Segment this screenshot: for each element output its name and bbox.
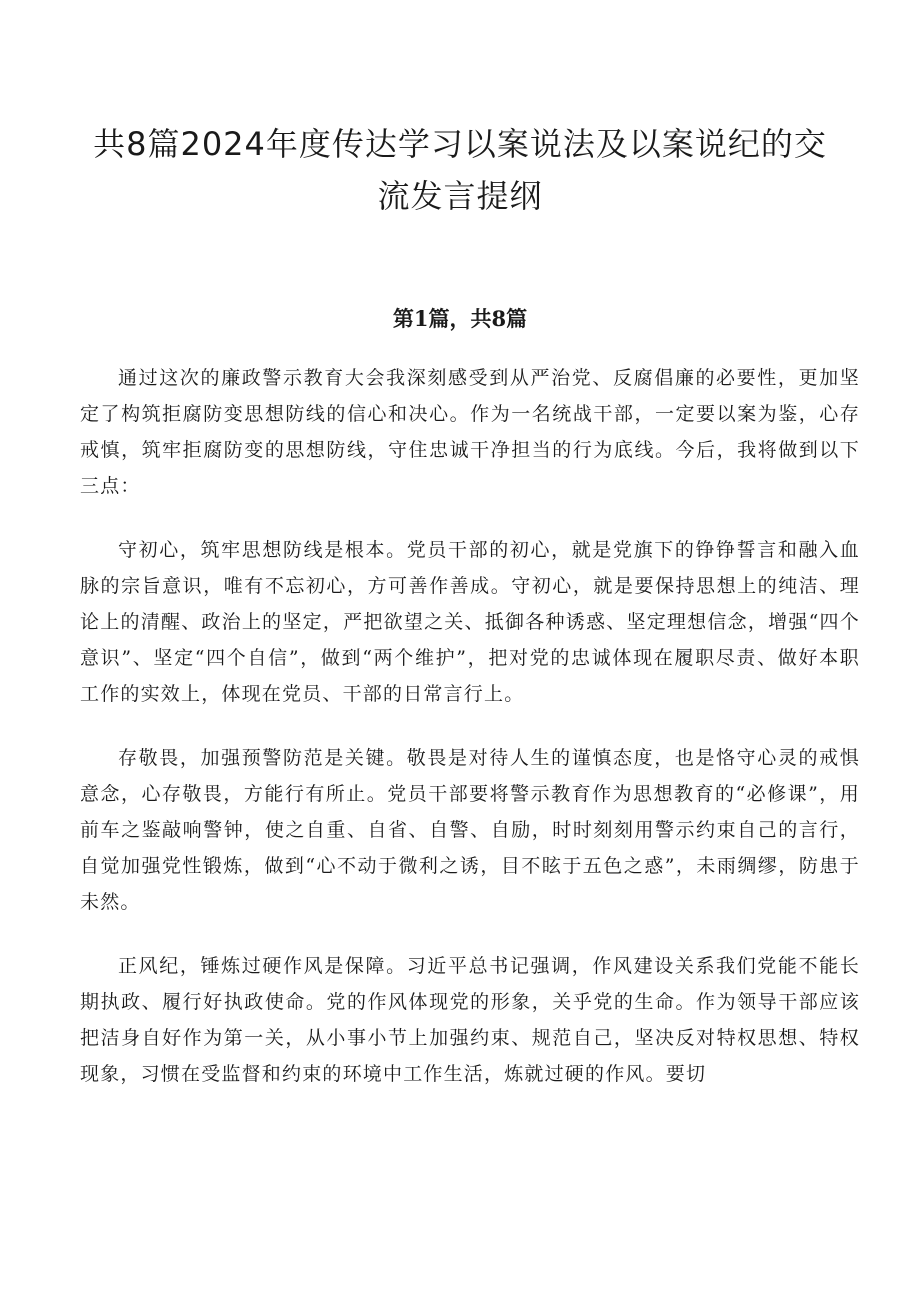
part-label: 第1篇，共8篇 xyxy=(392,306,528,331)
document-title: 共8篇2024年度传达学习以案说法及以案说纪的交流发言提纲 xyxy=(93,125,827,215)
paragraph-point-2: 存敬畏，加强预警防范是关键。敬畏是对待人生的谨慎态度，也是恪守心灵的戒惧意念，心存敬畏，方能行有所止。党员干部要将警示教育作为思想教育的“必修课”，用前车之鉴敲响警钟，使之自重、自省、自警、自励，时时刻刻用警示约束自己的言行，自觉加强党性锻炼，做到“心不动于微利之诱，目不眩于五色之惑”，未雨绸缪，防患于未然。 xyxy=(80,747,860,913)
paragraph-point-3: 正风纪，锤炼过硬作风是保障。习近平总书记强调，作风建设关系我们党能不能长期执政、履行好执政使命。党的作风体现党的形象，关乎党的生命。作为领导干部应该把洁身自好作为第一关，从小事小节上加强约束、规范自己，坚决反对特权思想、特权现象，习惯在受监督和约束的环境中工作生活，炼就过硬的作风。要切 xyxy=(80,955,860,1085)
paragraph-intro: 通过这次的廉政警示教育大会我深刻感受到从严治党、反腐倡廉的必要性，更加坚定了构筑拒腐防变思想防线的信心和决心。作为一名统战干部，一定要以案为鉴，心存戒慎，筑牢拒腐防变的思想防线，守住忠诚干净担当的行为底线。今后，我将做到以下三点： xyxy=(80,367,860,497)
paragraph-point-1: 守初心，筑牢思想防线是根本。党员干部的初心，就是党旗下的铮铮誓言和融入血脉的宗旨意识，唯有不忘初心，方可善作善成。守初心，就是要保持思想上的纯洁、理论上的清醒、政治上的坚定，严把欲望之关、抵御各种诱惑、坚定理想信念，增强“四个意识”、坚定“四个自信”，做到“两个维护”，把对党的忠诚体现在履职尽责、做好本职工作的实效上，体现在党员、干部的日常言行上。 xyxy=(80,539,860,705)
